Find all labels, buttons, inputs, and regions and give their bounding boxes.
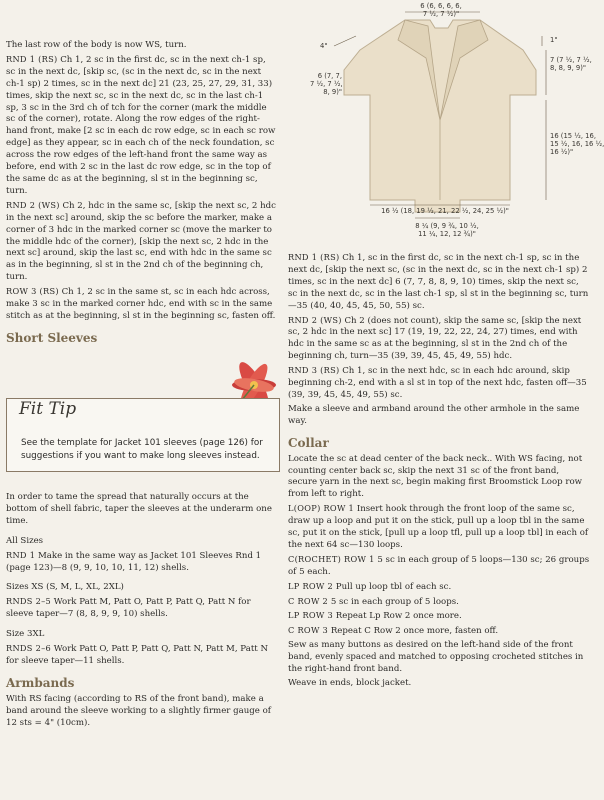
left-column-top bbox=[6, 40, 276, 349]
dim-shoulder: 1" bbox=[550, 36, 558, 44]
body-rnd2 bbox=[6, 200, 276, 284]
rnd-label: C ROW 2 bbox=[288, 595, 329, 606]
loop-row2 bbox=[288, 581, 590, 594]
rnd-label: RND 2 (WS) bbox=[6, 199, 60, 210]
rnd-text: Pull up loop tbl of each sc. bbox=[335, 581, 452, 592]
rnd-text: 5 sc in each group of 5 loops. bbox=[330, 596, 459, 607]
rnd-label: ROW 3 (RS) bbox=[6, 286, 59, 297]
rnd-label: C ROW 3 bbox=[288, 625, 329, 636]
collar-heading: Collar bbox=[288, 435, 329, 450]
rnd-text: Ch 1, 2 sc in the same st, sc in each hdc across, make 3 sc in the marked corner hdc, end with sc in the same stitch as at the beginning, sl st in the beginning sc, fasten off. bbox=[6, 287, 276, 321]
sizes-xs-rnds bbox=[6, 596, 276, 621]
fit-tip-title: Fit Tip bbox=[19, 399, 77, 419]
rnd-text: Insert hook through the front loop of the same sc, draw up a loop and put it on the stick, pull up a loop tbl in the same sc, put it on the stick, [pull up a loop tfl, pull up a loop tbl] in each of the next 64 sc—130 loops. bbox=[288, 504, 589, 550]
rnd-text: 5 sc in each group of 5 loops—130 sc; 26 groups of 5 each. bbox=[288, 554, 590, 577]
armbands-text: With RS facing (according to RS of the front band), make a band around the sleeve working to a slightly firmer gauge of 12 sts = 4" (10cm). bbox=[6, 693, 271, 728]
dim-neck: 6 (6, 6, 6, 6, 7 ½, 7 ½)" bbox=[420, 2, 462, 18]
size-3xl-heading: Size 3XL bbox=[6, 629, 45, 640]
buttons-text: Sew as many buttons as desired on the left-hand side of the front band, evenly spaced and matched to opposing crocheted stitches in the right-hand front band. bbox=[288, 640, 584, 675]
short-sleeves-heading: Short Sleeves bbox=[6, 330, 98, 345]
rnd-label: C(ROCHET) ROW 1 bbox=[288, 553, 375, 564]
rnd-text: Repeat C Row 2 once more, fasten off. bbox=[330, 626, 499, 637]
dim-sleeve: 4" bbox=[320, 42, 328, 50]
dim-lower-width: 8 ¼ (9, 9 ¾, 10 ½, 11 ¼, 12, 12 ¾)" bbox=[415, 222, 479, 238]
rnd-text: Work Patt M, Patt O, Patt P, Patt Q, Patt N for sleeve taper—7 (8, 8, 9, 9, 10) shells. bbox=[6, 597, 251, 620]
dim-line-sleeve bbox=[334, 36, 356, 46]
size-3xl-rnds bbox=[6, 643, 276, 668]
crochet-row1 bbox=[288, 554, 590, 579]
rnd-label: RND 1 (RS) bbox=[6, 53, 58, 64]
loop-row3 bbox=[288, 610, 590, 623]
rnd-label: RND 2 (WS) bbox=[288, 314, 342, 325]
taper-text: In order to tame the spread that naturally occurs at the bottom of shell fabric, taper the sleeves at the underarm one time. bbox=[6, 492, 272, 526]
dim-width: 16 ½ (18, 19 ½, 21, 22 ½, 24, 25 ½)" bbox=[381, 207, 509, 215]
left-column-bottom bbox=[6, 492, 276, 732]
rnd-text: Repeat Lp Row 2 once more. bbox=[335, 611, 462, 622]
armband-rnd2 bbox=[288, 315, 590, 364]
rnd-text: Ch 2, hdc in the same sc, [skip the next sc, 2 hdc in the next sc] around, skip the sc before the marker, make a corner of 3 hdc in the marked corner sc (move the marker to the middle hdc of the corner), [skip the next sc, 2 hdc in the next sc] around, skip the last sc, end with hdc in the same sc as in the beginning, sl st in the 2nd ch of the beginning ch, turn. bbox=[6, 200, 276, 283]
weave-text: Weave in ends, block jacket. bbox=[288, 678, 412, 688]
fit-tip-text: See the template for Jacket 101 sleeves (page 126) for suggestions if you want to make long sleeves instead. bbox=[21, 438, 263, 461]
body-rnd1 bbox=[6, 54, 276, 198]
rnd-label: RNDS 2–6 bbox=[6, 643, 52, 654]
dim-armhole: 7 (7 ½, 7 ½, 8, 8, 9, 9)" bbox=[550, 56, 592, 72]
rnd-label: LP ROW 2 bbox=[288, 580, 334, 591]
collar-intro: Locate the sc at dead center of the back neck.. With WS facing, not counting center back sc, skip the next 31 sc of the front band, secure yarn in the next sc, begin making first Broomstick Loop row from left to right. bbox=[288, 453, 583, 500]
dim-sleeve-width: 6 (7, 7, 7 ½, 7 ½, 8, 9)" bbox=[310, 72, 343, 96]
rnd-label: RND 3 (RS) bbox=[288, 365, 340, 376]
crochet-row3 bbox=[288, 625, 590, 638]
armband-rnd3 bbox=[288, 365, 590, 402]
right-column bbox=[288, 252, 590, 692]
rnd-label: RND 1 (RS) bbox=[288, 252, 340, 262]
armbands-heading: Armbands bbox=[6, 675, 75, 690]
rnd-text: Ch 1, sc in the next hdc, sc in each hdc around, skip beginning ch-2, end with a sl st in top of the next hdc, fasten off—35 (39, 39, 45, 45, 49, 55) sc. bbox=[288, 366, 587, 400]
body-row3 bbox=[6, 286, 276, 323]
garment-schematic bbox=[310, 0, 604, 250]
rnd-text: Make in the same way as Jacket 101 Sleeves Rnd 1 (page 123)—8 (9, 9, 10, 10, 11, 12) shells. bbox=[6, 550, 262, 573]
rnd-text: Work Patt O, Patt P, Patt Q, Patt N, Patt M, Patt N for sleeve taper—11 shells. bbox=[6, 644, 268, 666]
intro-text: The last row of the body is now WS, turn. bbox=[6, 40, 187, 50]
armband-note: Make a sleeve and armband around the other armhole in the same way. bbox=[288, 403, 580, 426]
dim-length: 16 (15 ½, 16, 15 ½, 16, 16 ½, 16 ½)" bbox=[550, 132, 604, 156]
rnd-label: RND 1 bbox=[6, 549, 36, 560]
loop-row1 bbox=[288, 503, 590, 552]
rnd-label: L(OOP) ROW 1 bbox=[288, 503, 355, 514]
rnd-text: Ch 2 (does not count), skip the same sc, [skip the next sc, 2 hdc in the next sc] 17 (19, 19, 22, 22, 24, 27) times, end with hdc in the same sc as at the beginning, sl st in the 2nd ch of the beginning ch, turn—35 (39, 39, 45, 45, 49, 55) hdc. bbox=[288, 315, 582, 362]
rnd-label: LP ROW 3 bbox=[288, 610, 334, 621]
rnd-text: Ch 1, 2 sc in the first dc, sc in the next ch-1 sp, sc in the next dc, [skip sc, (sc in the next dc, sc in the next ch-1 sp) 2 times, sc in the next dc] 21 (23, 25, 27, 29, 31, 33) times, skip the next sc, sc in the next dc, sc in the last ch-1 sp, 3 sc in the 3rd ch of tch for the corner (mark the middle sc of the corner), rotate. Along the row edges of the right-hand front, make [2 sc in each dc row edge, sc in each sc row edge] as they appear, sc in each ch of the neck foundation, sc across the row edges of the left-hand front the same way as before, end with 2 sc in the last dc row edge, sc in the top of the same dc as at the beginning, sl st in the beginning sc, turn. bbox=[6, 54, 276, 196]
rnd-label: RNDS 2–5 bbox=[6, 596, 52, 607]
rnd-text: Ch 1, sc in the first dc, sc in the next ch-1 sp, sc in the next dc, [skip the next sc, (sc in the next dc, sc in the next ch-1 sp) 2 times, sc in the next dc] 6 (7, 7, 8, 8, 9, 10) times, skip the next sc, sc in the next dc, sc in the last ch-1 sp, sl st in the beginning sc, turn—35 (40, 40, 45, 45, 50, 55) sc. bbox=[288, 253, 589, 311]
fit-tip-box bbox=[6, 398, 280, 472]
all-sizes-heading: All Sizes bbox=[6, 535, 44, 546]
armband-rnd1 bbox=[288, 252, 590, 313]
all-sizes-rnd1 bbox=[6, 550, 276, 575]
crochet-row2 bbox=[288, 596, 590, 609]
sizes-xs-heading: Sizes XS (S, M, L, XL, 2XL) bbox=[6, 582, 124, 593]
